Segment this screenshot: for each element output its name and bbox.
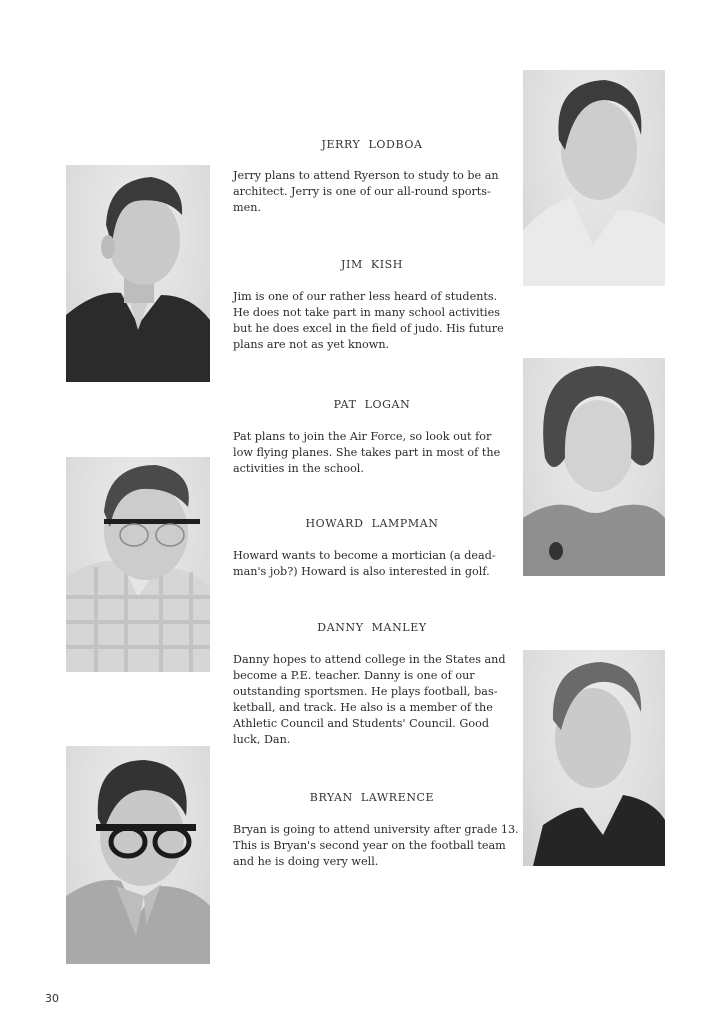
student-name-jim-kish: JIM KISH: [340, 258, 403, 271]
student-bio-danny-manley: [233, 652, 518, 748]
portrait-bryan-lawrence: [66, 746, 210, 964]
portrait-image: [523, 358, 665, 576]
page-number: 30: [45, 992, 59, 1005]
bio-line: Bryan is going to attend university after grade 13.: [233, 823, 519, 836]
student-name-bryan-lawrence: BRYAN LAWRENCE: [309, 791, 435, 804]
bio-line: Jerry plans to attend Ryerson to study to be an: [233, 169, 499, 182]
student-bio-jerry-lodboa: [233, 168, 518, 216]
bio-line: man's job?) Howard is also interested in golf.: [233, 565, 490, 578]
bio-line: activities in the school.: [233, 462, 364, 475]
portrait-image: [523, 650, 665, 866]
portrait-image: [66, 746, 210, 964]
portrait-danny-manley: [523, 650, 665, 866]
portrait-pat-logan: [523, 358, 665, 576]
bio-line: ketball, and track. He also is a member of the: [233, 701, 493, 714]
bio-line: become a P.E. teacher. Danny is one of our: [233, 669, 475, 682]
student-name-pat-logan: PAT LOGAN: [333, 398, 411, 411]
portrait-howard-lampman: [66, 457, 210, 672]
portrait-jerry-lodboa: [523, 70, 665, 286]
bio-line: Howard wants to become a mortician (a dead-: [233, 549, 496, 562]
bio-line: but he does excel in the field of judo. His future: [233, 322, 504, 335]
student-name-howard-lampman: HOWARD LAMPMAN: [305, 517, 439, 530]
student-bio-bryan-lawrence: [233, 822, 518, 870]
bio-line: Athletic Council and Students' Council. Good: [233, 717, 489, 730]
portrait-image: [66, 165, 210, 382]
bio-line: outstanding sportsmen. He plays football, bas-: [233, 685, 498, 698]
bio-line: Pat plans to join the Air Force, so look out for: [233, 430, 492, 443]
bio-line: Danny hopes to attend college in the States and: [233, 653, 506, 666]
student-name-danny-manley: DANNY MANLEY: [317, 621, 427, 634]
portrait-image: [66, 457, 210, 672]
student-name-jerry-lodboa: JERRY LODBOA: [321, 138, 423, 151]
bio-line: men.: [233, 201, 261, 214]
portrait-image: [523, 70, 665, 286]
student-bio-pat-logan: [233, 429, 518, 477]
portrait-jim-kish: [66, 165, 210, 382]
bio-line: Jim is one of our rather less heard of students.: [233, 290, 498, 303]
bio-line: and he is doing very well.: [233, 855, 379, 868]
student-bio-jim-kish: [233, 289, 518, 353]
bio-line: plans are not as yet known.: [233, 338, 390, 351]
bio-line: low flying planes. She takes part in most of the: [233, 446, 501, 459]
bio-line: This is Bryan's second year on the football team: [233, 839, 506, 852]
bio-line: architect. Jerry is one of our all-round sports-: [233, 185, 491, 198]
bio-line: He does not take part in many school activities: [233, 306, 500, 319]
student-bio-howard-lampman: [233, 548, 518, 580]
bio-line: luck, Dan.: [233, 733, 291, 746]
